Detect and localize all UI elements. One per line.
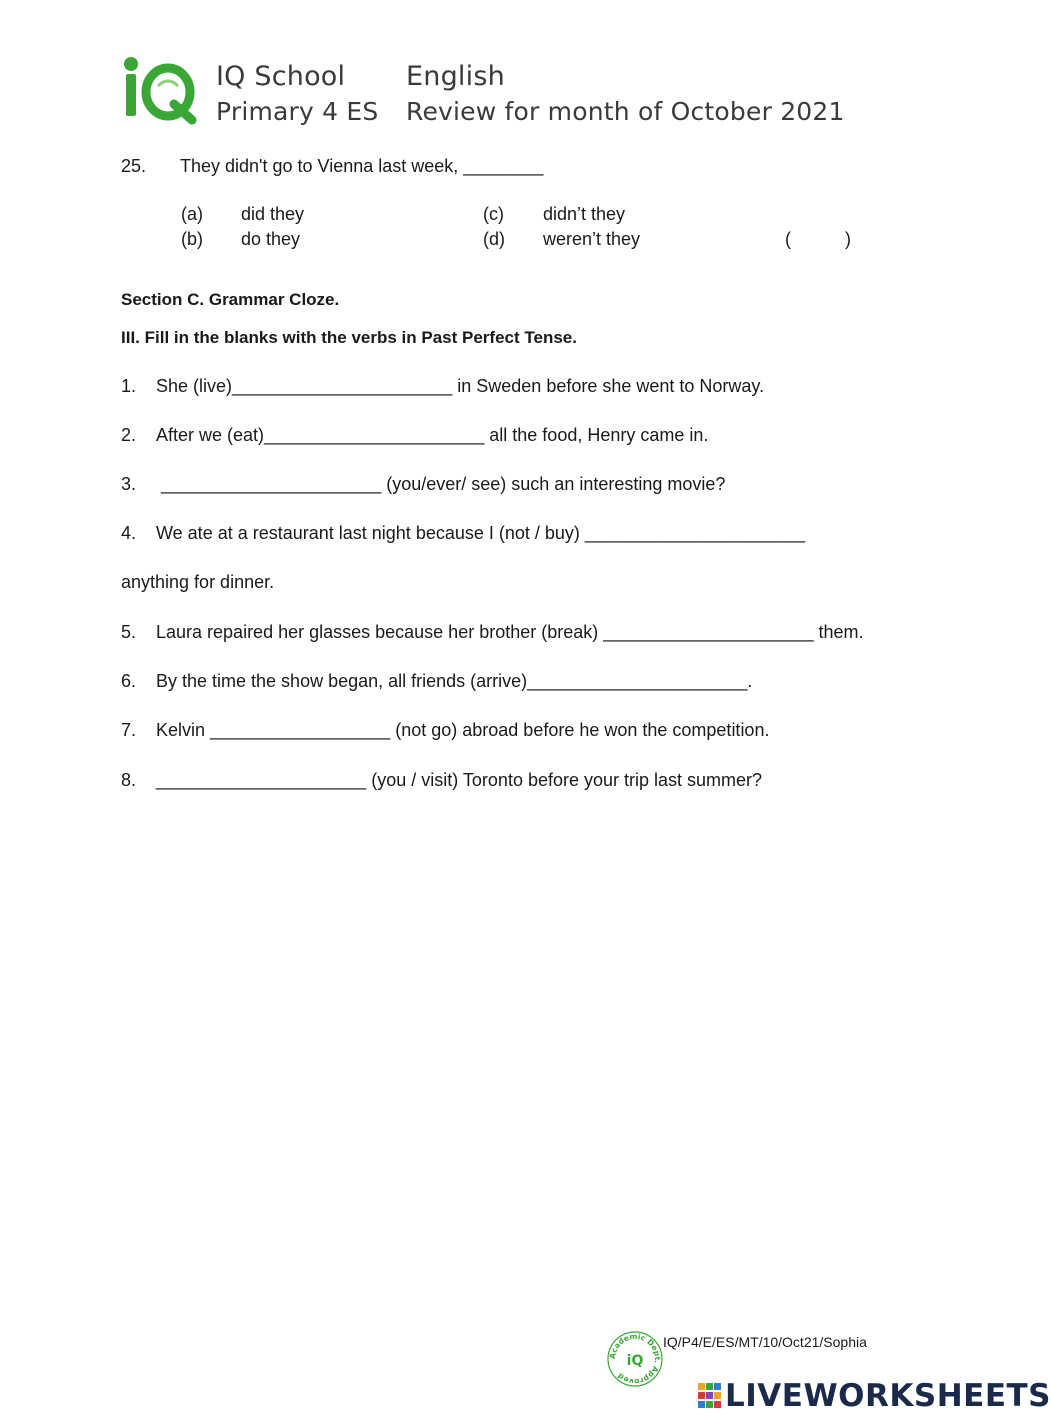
question-8-text: _____________________ (you / visit) Toronto before your trip last summer? [156,770,763,790]
option-b-label: (b) [181,229,203,249]
question-3-text: ______________________ (you/ever/ see) such an interesting movie? [156,474,726,494]
question-25-text: They didn't go to Vienna last week, ________ [180,156,544,176]
stamp-inner-text: iQ [626,1353,644,1369]
iq-school-logo [118,54,198,124]
question-25-number: 25. [121,156,147,176]
option-c-text: didn’t they [543,204,626,224]
question-2-text: After we (eat)______________________ all the food, Henry came in. [156,425,709,445]
grade: Primary 4 ES [216,97,379,126]
question-5-text: Laura repaired her glasses because her brother (break) _____________________ them. [156,622,864,642]
document-code: IQ/P4/E/ES/MT/10/Oct21/Sophia [663,1334,867,1350]
question-4-continuation: anything for dinner. [121,572,275,592]
approval-stamp [606,1330,664,1388]
liveworksheets-icon [697,1382,723,1410]
subject: English [406,61,505,92]
question-6-text: By the time the show began, all friends (arrive)______________________. [156,671,753,691]
option-a-text: did they [241,204,305,224]
answer-bracket-open: ( [785,229,791,249]
answer-bracket-close: ) [845,229,851,249]
option-d-label: (d) [483,229,505,249]
section-instruction: III. Fill in the blanks with the verbs in Past Perfect Tense. [121,328,577,347]
liveworksheets-logo [697,1378,1051,1414]
question-4-number: 4. [121,523,137,543]
option-c-label: (c) [483,204,504,224]
section-title: Section C. Grammar Cloze. [121,290,340,309]
review-title: Review for month of October 2021 [406,97,845,126]
liveworksheets-brand: LIVEWORKSHEETS [725,1378,1051,1414]
question-4-text: We ate at a restaurant last night because I (not / buy) ______________________ [156,523,806,543]
question-6-number: 6. [121,671,137,691]
option-d-text: weren’t they [543,229,641,249]
school-name: IQ School [216,61,346,92]
option-a-label: (a) [181,204,203,224]
option-b-text: do they [241,229,301,249]
question-7-number: 7. [121,720,137,740]
question-2-number: 2. [121,425,137,445]
question-7-text: Kelvin __________________ (not go) abroad before he won the competition. [156,720,770,740]
question-1-text: She (live)______________________ in Sweden before she went to Norway. [156,376,765,396]
question-3-number: 3. [121,474,137,494]
stamp-ring-text: Academic Dept. Approved [607,1331,663,1387]
question-5-number: 5. [121,622,137,642]
question-1-number: 1. [121,376,137,396]
question-8-number: 8. [121,770,137,790]
